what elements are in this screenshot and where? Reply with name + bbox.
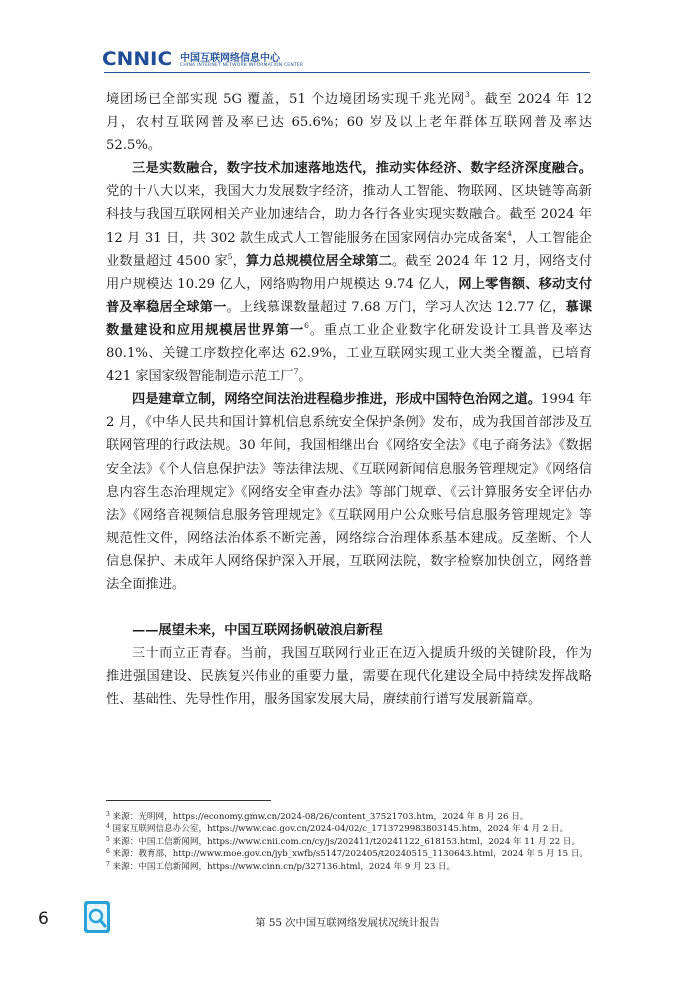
footnote-item <box>106 811 592 823</box>
paragraph-2-text: 党的十八大以来，我国大力发展数字经济，推动人工智能、物联网、区块链等高新科技与我国互联网相关产业加速结合，助力各行各业实现实数融合。截至 2024 年 12 月 31 日，共 302 款生成式人工智能服务在国家网信办完成备案 <box>106 184 592 246</box>
footnote-text[interactable]: 来源：光明网，https://economy.gmw.cn/2024-08/26/content_37521703.htm，2024 年 8 月 26 日。 <box>109 812 529 822</box>
footnote-ref[interactable]: 5 <box>227 251 233 261</box>
paragraph-2 <box>106 157 592 388</box>
footnote-item <box>106 836 592 848</box>
paragraph-2-text: ， <box>232 253 246 269</box>
paragraph-1-text-2: 。截至 2024 年 12 月，农村互联网普及率已达 65.6%；60 岁及以上老年群体互联网普及率达 52.5%。 <box>106 92 592 154</box>
footnote-divider <box>106 800 271 801</box>
paragraph-2-text: 。截至 2024 年 12 月，网络支付用户规模达 10.29 亿人，网络购物用户规模达 9.74 亿人， <box>106 253 593 292</box>
footnote-text[interactable]: 来源：中国工信新闻网，https://www.cinn.cn/p/327136.html，2024 年 9 月 23 日。 <box>109 861 456 872</box>
paragraph-3-lead: 四是建章立制，网络空间法治进程稳步推进，形成中国特色治网之道。 <box>132 392 542 408</box>
footnote-number: 3 <box>106 811 110 818</box>
spacer <box>106 596 592 619</box>
cnnic-logo-text: CNNIC <box>102 48 173 70</box>
org-name-cn: 中国互联网络信息中心 <box>180 53 280 64</box>
main-body <box>106 88 592 711</box>
footnote-ref[interactable]: 3 <box>464 90 470 99</box>
header-rule <box>104 72 590 73</box>
paragraph-2-text: 。上线慕课数量超过 7.68 万门，学习人次达 12.77 亿， <box>226 299 566 315</box>
paragraph-2-lead: 三是实数融合，数字技术加速落地迭代，推动实体经济、数字经济深度融合。 <box>132 161 592 177</box>
page-header <box>100 44 590 74</box>
paragraph-2-emphasis: 慕课数量建设和应用规模居世界第一 <box>106 299 593 338</box>
footnotes <box>106 811 592 873</box>
footnote-ref[interactable]: 7 <box>293 367 299 377</box>
footnote-number: 4 <box>106 823 110 831</box>
org-name-en: CHINA INTERNET NETWORK INFORMATION CENTER <box>180 63 304 68</box>
footnote-text[interactable]: 来源：中国工信新闻网，https://www.cnii.com.cn/cy/js/202411/t20241122_618153.html，2024 年 11 月 22 日。 <box>109 836 581 847</box>
cnnic-logo <box>102 48 172 70</box>
paragraph-2-text: 。 <box>298 369 312 385</box>
footnote-ref[interactable]: 6 <box>304 320 309 330</box>
paragraph-1-text: 境团场已全部实现 5G 覆盖，51 个边境团场实现千兆光网 <box>106 92 465 107</box>
paragraph-3-text: 1994 年 2 月，《中华人民共和国计算机信息系统安全保护条例》发布，成为我国首部涉及互联网管理的行政法规。30 年间，我国相继出台《网络安全法》《电子商务法》《数据安全法》《个人信息保护法》等法律法规、《互联网新闻信息服务管理规定》《网络信息内容生态治理规定》《网络安全审查办法》等部门规章、《云计算服务安全评估办法》《网络音视频信息服务管理规定》《互联网用户公众账号信息服务管理规定》等规范性文件，网络法治体系不断完善，网络综合治理体系基本建成。反垄断、个人信息保护、未成年人网络保护深入开展，互联网法院，数字检察加快创立，网络普法全面推进。 <box>106 392 592 592</box>
footnote-item <box>106 823 592 835</box>
paragraph-1 <box>106 88 592 157</box>
footnote-item <box>106 848 592 860</box>
paragraph-2-emphasis: 网上零售额、移动支付普及率稳居全球第一 <box>106 276 593 315</box>
paragraph-2-text: 。重点工业企业数字化研发设计工具普及率达 80.1%、关键工序数控化率达 62.9%，工业互联网实现工业大类全覆盖，已培育 421 家国家级智能制造示范工厂 <box>106 322 593 385</box>
footnote-text[interactable]: 国家互联网信息办公室，https://www.cac.gov.cn/2024-04/02/c_1713729983803145.htm，2024 年 4 月 2 日。 <box>109 824 569 835</box>
paragraph-3 <box>106 388 592 596</box>
paragraph-4: 三十而立正青春。当前，我国互联网行业正在迈入提质升级的关键阶段，作为推进强国建设、民族复兴伟业的重要力量，需要在现代化建设全局中持续发挥战略性、基础性、先导性作用，服务国家发展大局，赓续前行谱写发展新篇章。 <box>106 646 592 708</box>
paragraph-2-text: ，人工智能企业数量超过 4500 家 <box>106 230 592 269</box>
paragraph-2-emphasis: 算力总规模位居全球第二 <box>245 253 392 269</box>
footnote-number: 7 <box>106 860 110 868</box>
footnote-item <box>106 861 592 873</box>
footnote-text[interactable]: 来源：教育部，http://www.moe.gov.cn/jyb_xwfb/s5147/202405/t20240515_1130643.html，2024 年 5 月 15 日。 <box>109 849 589 860</box>
footnote-number: 5 <box>106 835 110 843</box>
page-number: 6 <box>38 909 49 929</box>
footnote-number: 6 <box>106 848 110 856</box>
report-title: 第 55 次中国互联网络发展状况统计报告 <box>255 917 440 929</box>
footnote-ref[interactable]: 4 <box>507 228 512 238</box>
section-heading: ——展望未来，中国互联网扬帆破浪启新程 <box>132 623 383 639</box>
